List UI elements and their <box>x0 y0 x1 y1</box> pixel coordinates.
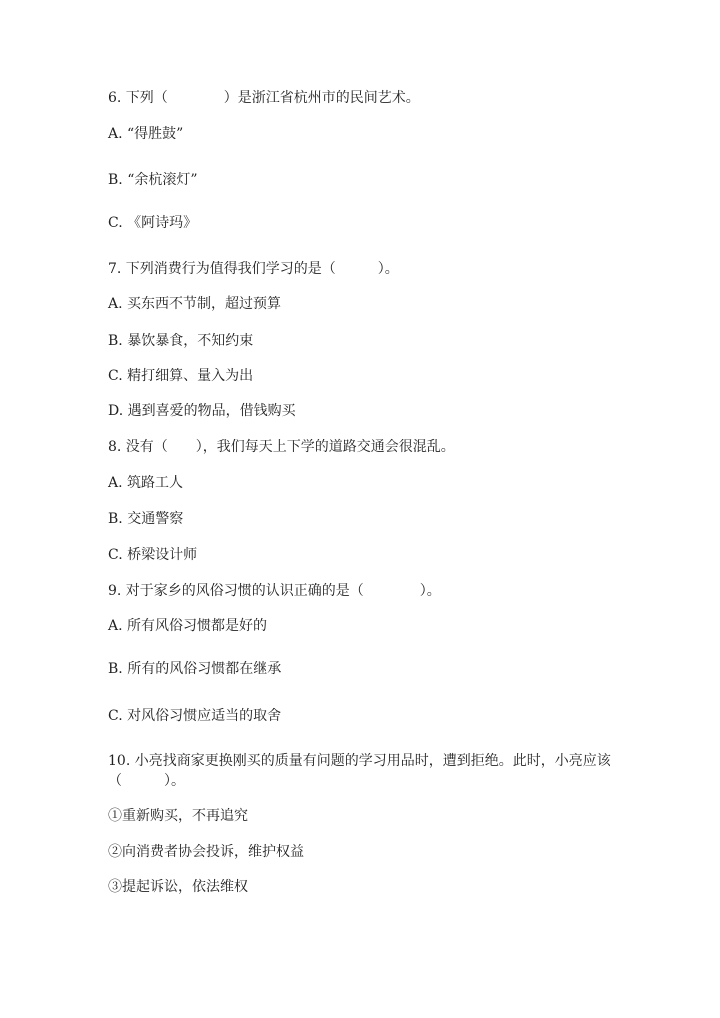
question-6-stem: 6. 下列（ ）是浙江省杭州市的民间艺术。 <box>108 90 420 106</box>
question-7-option-a: A. 买东西不节制，超过预算 <box>108 296 282 312</box>
question-6-option-b: B. “余杭滚灯” <box>108 172 198 188</box>
question-9-stem: 9. 对于家乡的风俗习惯的认识正确的是（ ）。 <box>108 583 441 599</box>
question-7-option-b: B. 暴饮暴食，不知约束 <box>108 333 254 349</box>
question-8-option-b: B. 交通警察 <box>108 511 184 527</box>
question-8-stem: 8. 没有（ ），我们每天上下学的道路交通会很混乱。 <box>108 439 455 455</box>
question-9-option-b: B. 所有的风俗习惯都在继承 <box>108 661 282 677</box>
question-10-option-3: ③提起诉讼，依法维权 <box>108 879 248 895</box>
question-9-option-a: A. 所有风俗习惯都是好的 <box>108 618 268 634</box>
question-8-option-a: A. 筑路工人 <box>108 475 184 491</box>
question-6-option-c: C. 《阿诗玛》 <box>108 215 198 231</box>
question-6-option-a: A. “得胜鼓” <box>108 126 184 142</box>
question-7-option-d: D. 遇到喜爱的物品，借钱购买 <box>108 403 296 419</box>
question-10-stem: 10. 小亮找商家更换刚买的质量有问题的学习用品时，遭到拒绝。此时，小亮应该（ ）。 <box>108 753 611 789</box>
question-8-option-c: C. 桥梁设计师 <box>108 547 198 563</box>
question-7-option-c: C. 精打细算、量入为出 <box>108 368 254 384</box>
question-9-option-c: C. 对风俗习惯应适当的取舍 <box>108 708 282 724</box>
question-10-option-1: ①重新购买，不再追究 <box>108 808 248 824</box>
question-7-stem: 7. 下列消费行为值得我们学习的是（ ）。 <box>108 261 399 277</box>
question-10-option-2: ②向消费者协会投诉，维护权益 <box>108 844 304 860</box>
